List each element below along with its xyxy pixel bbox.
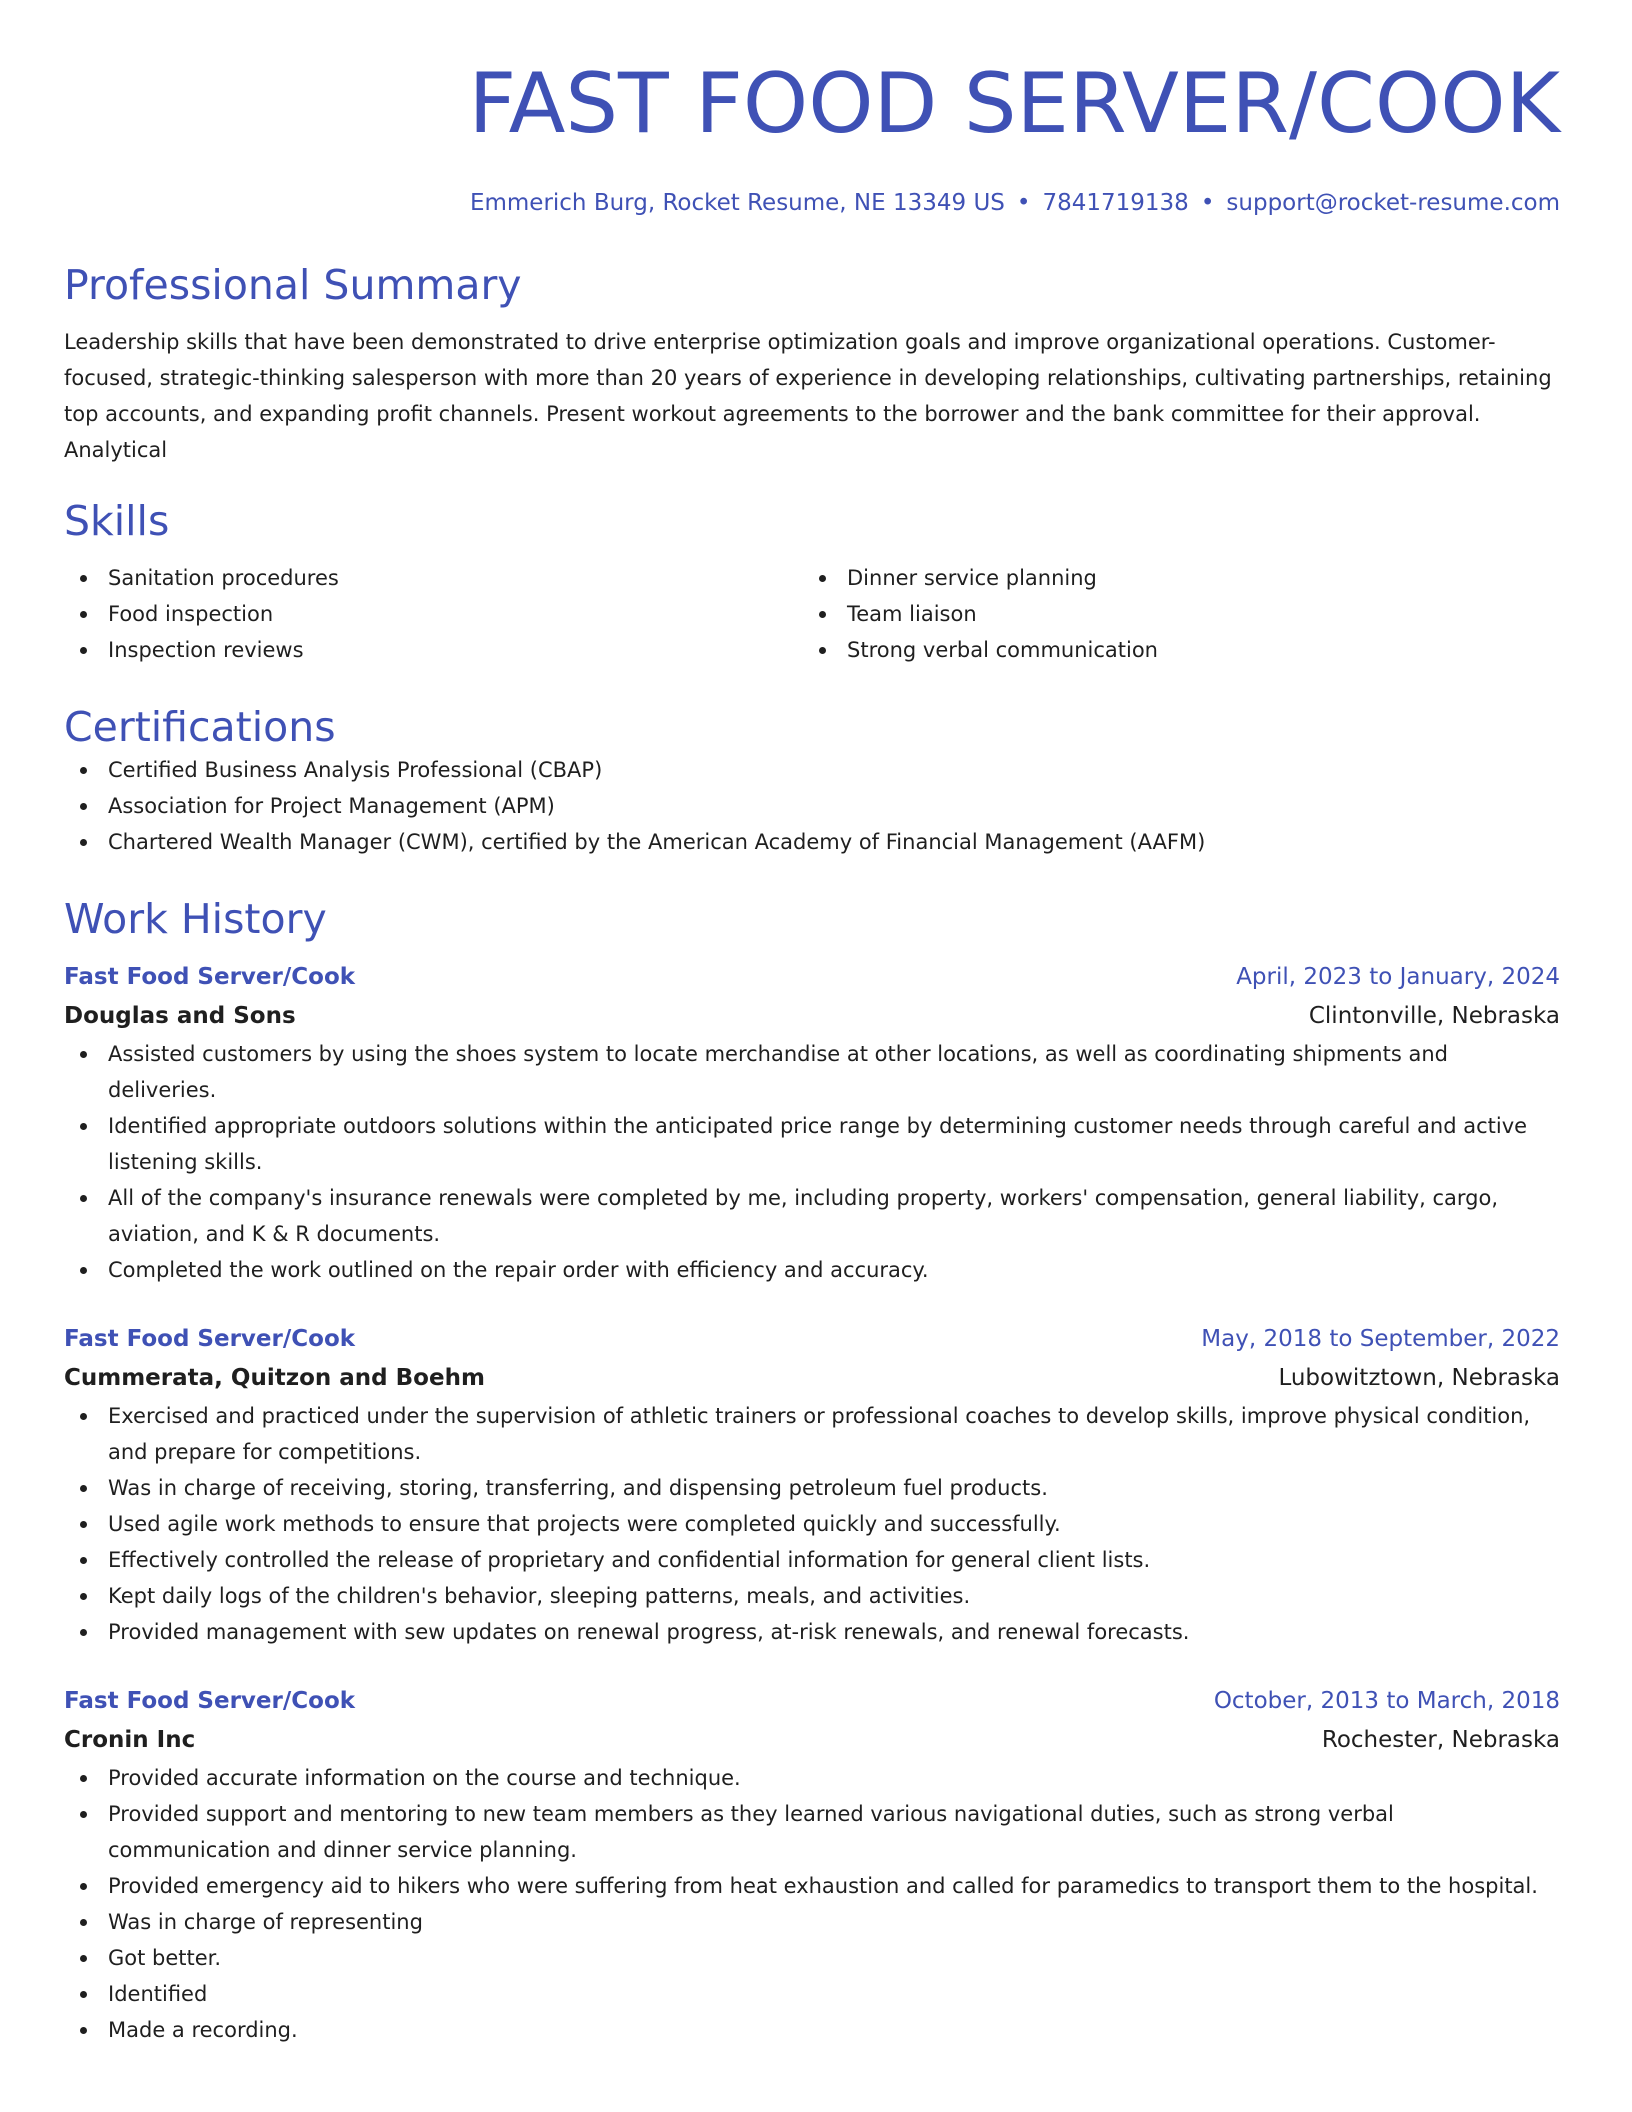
job-bullet [64,1796,1560,1868]
bullet-icon [80,1267,87,1274]
contact-phone: 7841719138 [1042,190,1189,216]
job-bullet-text: Identified appropriate outdoors solutions within the anticipated price range by determining customer needs through careful and active listening skills. [108,1114,1528,1174]
bullet-icon [80,1883,87,1890]
job-bullet [64,1940,1560,1976]
job-entry [64,1682,1560,2048]
job-company: Douglas and Sons [64,1003,296,1029]
bullet-icon [80,1775,87,1782]
bullet-icon [80,1811,87,1818]
skill-item [64,560,803,596]
bullet-icon [80,1051,87,1058]
skills-heading: Skills [64,497,170,545]
bullet-icon [80,1593,87,1600]
job-bullet-text: Used agile work methods to ensure that projects were completed quickly and successfully. [108,1512,1061,1536]
skill-item [803,560,1542,596]
certification-item [64,824,1560,860]
bullet-icon [80,1521,87,1528]
certification-text: Certified Business Analysis Professional (CBAP) [108,758,603,782]
skills-column-left [64,560,803,668]
job-title: Fast Food Server/Cook [64,964,356,990]
bullet-icon [819,647,826,654]
job-bullet [64,1760,1560,1796]
job-bullet [64,1108,1560,1180]
job-dates: October, 2013 to March, 2018 [1213,1688,1560,1714]
skill-text: Inspection reviews [108,638,304,662]
job-bullet-text: Was in charge of representing [108,1910,423,1934]
job-bullet [64,1976,1560,2012]
skill-text: Team liaison [847,602,977,626]
job-bullet [64,1868,1560,1904]
job-title: Fast Food Server/Cook [64,1688,356,1714]
job-bullet [64,1036,1560,1108]
contact-address: Emmerich Burg, Rocket Resume, NE 13349 US [469,190,1005,216]
summary-text: Leadership skills that have been demonstrated to drive enterprise optimization goals and improve organizational operations. Customer-focused, strategic-thinking salesperson with more than 20 years of experience in developing relationships, cultivating partnerships, retaining top accounts, and expanding profit channels. Present workout agreements to the borrower and the bank committee for their approval. Analytical [64,330,1552,462]
skill-item [64,632,803,668]
bullet-icon [80,1413,87,1420]
skill-text: Strong verbal communication [847,638,1158,662]
job-bullet-list [64,1398,1560,1650]
bullet-icon [80,1195,87,1202]
job-location: Rochester, Nebraska [1321,1727,1560,1753]
job-title: Fast Food Server/Cook [64,1326,356,1352]
certifications-list [64,752,1560,860]
certifications-section [64,702,1560,860]
bullet-icon [80,1919,87,1926]
bullet-icon [80,1991,87,1998]
bullet-icon [819,611,826,618]
skill-text: Food inspection [108,602,274,626]
job-bullet-text: All of the company's insurance renewals were completed by me, including property, workers' compensation, general liability, cargo, aviation, and K & R documents. [108,1186,1498,1246]
skills-section [64,496,1560,668]
bullet-icon [80,575,87,582]
job-bullet [64,1398,1560,1470]
bullet-icon [80,2027,87,2034]
job-bullet [64,1506,1560,1542]
job-bullet [64,1252,1560,1288]
bullet-icon [80,647,87,654]
job-bullet-list [64,1760,1560,2048]
certification-text: Association for Project Management (APM) [108,794,555,818]
job-bullet-text: Was in charge of receiving, storing, transferring, and dispensing petroleum fuel products. [108,1476,1048,1500]
bullet-icon [80,1629,87,1636]
job-bullet [64,1578,1560,1614]
job-company-row [64,1720,1560,1760]
bullet-icon [80,839,87,846]
job-dates: May, 2018 to September, 2022 [1201,1326,1560,1352]
job-bullet-text: Made a recording. [108,2018,298,2042]
bullet-icon [80,1485,87,1492]
job-entry [64,1320,1560,1650]
bullet-icon [819,575,826,582]
skills-list-left [64,560,803,668]
certification-text: Chartered Wealth Manager (CWM), certified by the American Academy of Financial Management (AAFM) [108,830,1206,854]
job-bullet-text: Provided emergency aid to hikers who were suffering from heat exhaustion and called for paramedics to transport them to the hospital. [108,1874,1538,1898]
job-bullet-text: Provided management with sew updates on renewal progress, at-risk renewals, and renewal forecasts. [108,1620,1190,1644]
job-bullet-text: Kept daily logs of the children's behavior, sleeping patterns, meals, and activities. [108,1584,971,1608]
page-title: FAST FOOD SERVER/COOK [468,55,1560,152]
job-dates: April, 2023 to January, 2024 [1236,964,1560,990]
job-location: Lubowitztown, Nebraska [1278,1365,1560,1391]
skill-text: Sanitation procedures [108,566,339,590]
skills-list-right [803,560,1542,668]
job-bullet-text: Completed the work outlined on the repair order with efficiency and accuracy. [108,1258,929,1282]
summary-heading: Professional Summary [64,261,522,309]
job-title-row [64,1682,1560,1720]
job-bullet-text: Got better. [108,1946,222,1970]
bullet-icon [80,803,87,810]
summary-section [64,260,1560,468]
contact-line [64,188,1560,218]
job-entry [64,958,1560,1288]
bullet-icon [80,1557,87,1564]
job-company: Cummerata, Quitzon and Boehm [64,1365,485,1391]
job-bullet-text: Provided support and mentoring to new team members as they learned various navigational duties, such as strong verbal communication and dinner service planning. [108,1802,1394,1862]
certifications-heading: Certifications [64,703,336,751]
skill-text: Dinner service planning [847,566,1097,590]
contact-separator: • [1200,190,1215,216]
bullet-icon [80,1955,87,1962]
skill-item [803,632,1542,668]
job-company-row [64,1358,1560,1398]
skill-item [803,596,1542,632]
job-bullet [64,1614,1560,1650]
job-bullet-text: Exercised and practiced under the supervision of athletic trainers or professional coaches to develop skills, improve physical condition, and prepare for competitions. [108,1404,1531,1464]
job-bullet-text: Effectively controlled the release of proprietary and confidential information for general client lists. [108,1548,1151,1572]
job-company: Cronin Inc [64,1727,196,1753]
job-bullet [64,1904,1560,1940]
work-history-section [64,894,1560,2048]
job-bullet [64,2012,1560,2048]
job-bullet [64,1470,1560,1506]
job-bullet [64,1180,1560,1252]
job-bullet-list [64,1036,1560,1288]
certification-item [64,752,1560,788]
certification-item [64,788,1560,824]
skills-column-right [803,560,1542,668]
skills-grid [64,560,1560,668]
bullet-icon [80,611,87,618]
skill-item [64,596,803,632]
job-company-row [64,996,1560,1036]
bullet-icon [80,1123,87,1130]
job-location: Clintonville, Nebraska [1308,1003,1560,1029]
job-bullet-text: Assisted customers by using the shoes system to locate merchandise at other locations, as well as coordinating shipments and deliveries. [108,1042,1448,1102]
job-title-row [64,1320,1560,1358]
bullet-icon [80,767,87,774]
job-bullet-text: Provided accurate information on the course and technique. [108,1766,741,1790]
contact-separator: • [1016,190,1031,216]
job-bullet [64,1542,1560,1578]
job-title-row [64,958,1560,996]
job-bullet-text: Identified [108,1982,208,2006]
contact-email[interactable]: support@rocket-resume.com [1226,190,1560,216]
work-history-heading: Work History [64,895,327,943]
resume-page [64,0,1560,2048]
